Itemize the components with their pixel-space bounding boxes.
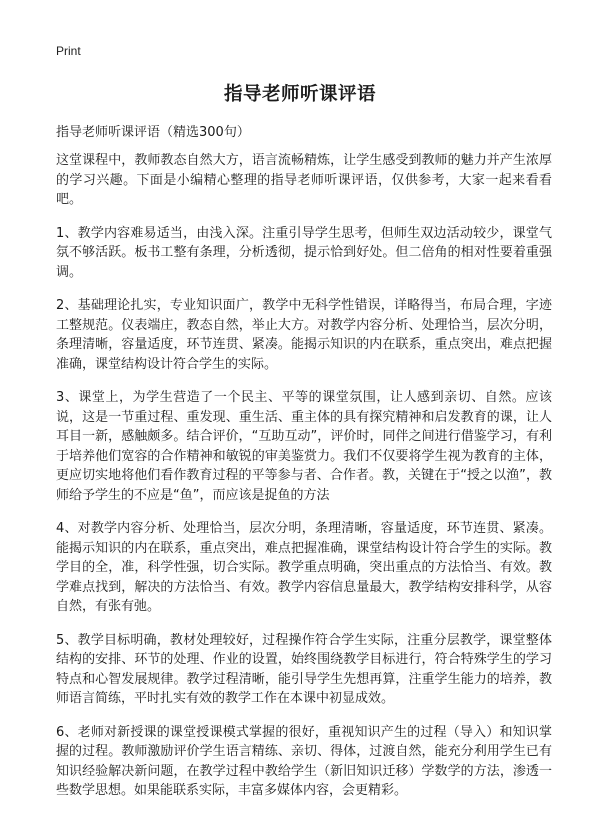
page-title: 指导老师听课评语 [223, 84, 376, 105]
comment-paragraph-6: 6、老师对新授课的课堂授课模式掌握的很好，重视知识产生的过程（导入）和知识掌握的过程。教师激励评价学生语言精练、亲切、得体，过渡自然，能充分利用学生已有知识经验解决新问题，在教学过程中教给学生（新旧知识迁移）学数学的方法，渗透一些数学思想。如果能联系实际，丰富多媒体内容，会更精彩。 [56, 724, 552, 798]
article-body [56, 151, 552, 815]
comment-paragraph-2: 2、基础理论扎实，专业知识面广，教学中无科学性错误，详略得当，布局合理，字迹工整规范。仪表端庄，教态自然，举止大方。对教学内容分析、处理恰当，层次分明，条理清晰，容量适度，环节连贯、紧凑。能揭示知识的内在联系，重点突出，难点把握准确，课堂结构设计符合学生的实际。 [56, 298, 552, 372]
comment-paragraph-4: 4、对教学内容分析、处理恰当，层次分明，条理清晰，容量适度，环节连贯、紧凑。能揭示知识的内在联系，重点突出，难点把握准确，课堂结构设计符合学生的实际。教学目的全，准，科学性强，切合实际。教学重点明确，突出重点的方法恰当、有效。教学难点找到，解决的方法恰当、有效。教学内容信息量最大，教学结构安排科学，从容自然，有张有弛。 [56, 521, 552, 614]
print-link[interactable]: Print [56, 44, 81, 58]
comment-paragraph-5: 5、教学目标明确，教材处理较好，过程操作符合学生实际，注重分层教学，课堂整体结构的安排、环节的处理、作业的设置，始终围绕教学目标进行，符合特殊学生的学习特点和心智发展规律。教学过程清晰，能引导学生先想再算，注重学生能力的培养，教师语言简练，平时扎实有效的教学工作在本课中初显成效。 [56, 632, 552, 706]
intro-paragraph: 这堂课程中，教师教态自然大方，语言流畅精炼，让学生感受到教师的魅力并产生浓厚的学习兴趣。下面是小编精心整理的指导老师听课评语，仅供参考，大家一起来看看吧。 [56, 153, 552, 207]
comment-paragraph-3: 3、课堂上，为学生营造了一个民主、平等的课堂氛围，让人感到亲切、自然。应该说，这是一节重过程、重发现、重生活、重主体的具有探究精神和启发教育的课，让人耳目一新，感触颇多。结合评价，“互助互动”，评价时，同伴之间进行借鉴学习，有利于培养他们宽容的合作精神和敏锐的审美鉴赏力。我们不仅要将学生视为教育的主体，更应切实地将他们看作教育过程的平等参与者、合作者。教，关键在于“授之以渔”，教师给予学生的不应是“鱼”，而应该是捉鱼的方法 [56, 390, 552, 503]
page-subtitle: 指导老师听课评语（精选300句） [56, 125, 250, 140]
comment-paragraph-1: 1、教学内容难易适当，由浅入深。注重引导学生思考，但师生双边活动较少，课堂气氛不够活跃。板书工整有条理，分析透彻，提示恰到好处。但二倍角的相对性要着重强调。 [56, 225, 552, 280]
